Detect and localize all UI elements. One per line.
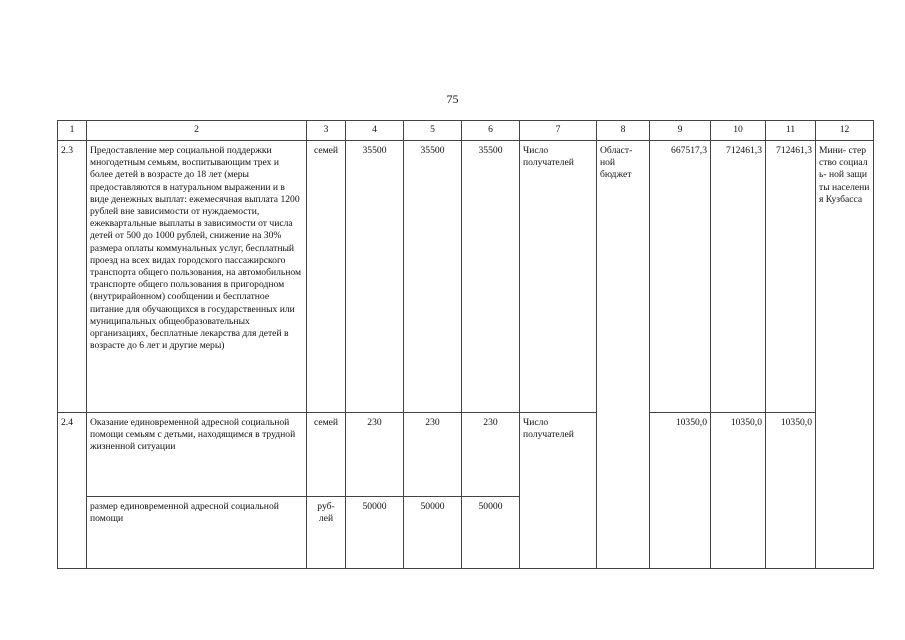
value-col-4: 35500 — [346, 141, 404, 413]
header-cell-2: 2 — [87, 121, 307, 141]
funding-col-11: 10350,0 — [766, 413, 816, 569]
header-cell-1: 1 — [58, 121, 87, 141]
header-cell-4: 4 — [346, 121, 404, 141]
value-col-6: 50000 — [462, 497, 520, 569]
value-col-6: 35500 — [462, 141, 520, 413]
value-col-5: 35500 — [404, 141, 462, 413]
table-row-2-4 — [58, 413, 874, 497]
table-row-2-3 — [58, 141, 874, 413]
row-number: 2.4 — [58, 413, 87, 569]
value-col-6: 230 — [462, 413, 520, 497]
page-number: 75 — [446, 92, 459, 106]
indicator-cell: Число получателей — [520, 141, 597, 413]
header-cell-5: 5 — [404, 121, 462, 141]
header-cell-11: 11 — [766, 121, 816, 141]
measure-description: Оказание единовременной адресной социальной помощи семьям с детьми, находящимся в трудной жизненной ситуации — [87, 413, 307, 497]
value-col-4: 50000 — [346, 497, 404, 569]
unit-cell: семей — [307, 413, 346, 497]
funding-col-10: 10350,0 — [711, 413, 766, 569]
header-cell-6: 6 — [462, 121, 520, 141]
funding-col-9: 667517,3 — [650, 141, 711, 413]
value-col-5: 50000 — [404, 497, 462, 569]
header-cell-8: 8 — [597, 121, 650, 141]
funding-col-10: 712461,3 — [711, 141, 766, 413]
header-cell-3: 3 — [307, 121, 346, 141]
indicator-cell: Число получателей — [520, 413, 597, 569]
unit-cell: семей — [307, 141, 346, 413]
row-number: 2.3 — [58, 141, 87, 413]
value-col-5: 230 — [404, 413, 462, 497]
program-table — [57, 120, 874, 569]
header-cell-9: 9 — [650, 121, 711, 141]
funding-col-11: 712461,3 — [766, 141, 816, 413]
measure-description: размер единовременной адресной социальной помощи — [87, 497, 307, 569]
executor-cell: Мини- стерство социаль- ной защиты населения Кузбасса — [816, 141, 874, 569]
funding-source-cell: Област- ной бюджет — [597, 141, 650, 569]
unit-cell: руб- лей — [307, 497, 346, 569]
header-cell-7: 7 — [520, 121, 597, 141]
header-cell-12: 12 — [816, 121, 874, 141]
header-row — [58, 121, 874, 141]
funding-col-9: 10350,0 — [650, 413, 711, 569]
header-cell-10: 10 — [711, 121, 766, 141]
measure-description: Предоставление мер социальной поддержки многодетным семьям, воспитывающим трех и более детей в возрасте до 18 лет (меры предоставляются в натуральном выражении и в виде денежных выплат: ежемесячная выплата 1200 рублей вне зависимости от нуждаемости, ежеквартальные выплаты в зависимости от числа детей от 500 до 1000 рублей, снижение на 30% размера оплаты коммунальных услуг, бесплатный проезд на всех видах городского пассажирского транспорта общего пользования, на автомобильном транспорте общего пользования в пригородном (внутрирайонном) сообщении и бесплатное питание для обучающихся в государственных или муниципальных общеобразовательных организациях, бесплатные лекарства для детей в возрасте до 6 лет и другие меры) — [87, 141, 307, 413]
value-col-4: 230 — [346, 413, 404, 497]
